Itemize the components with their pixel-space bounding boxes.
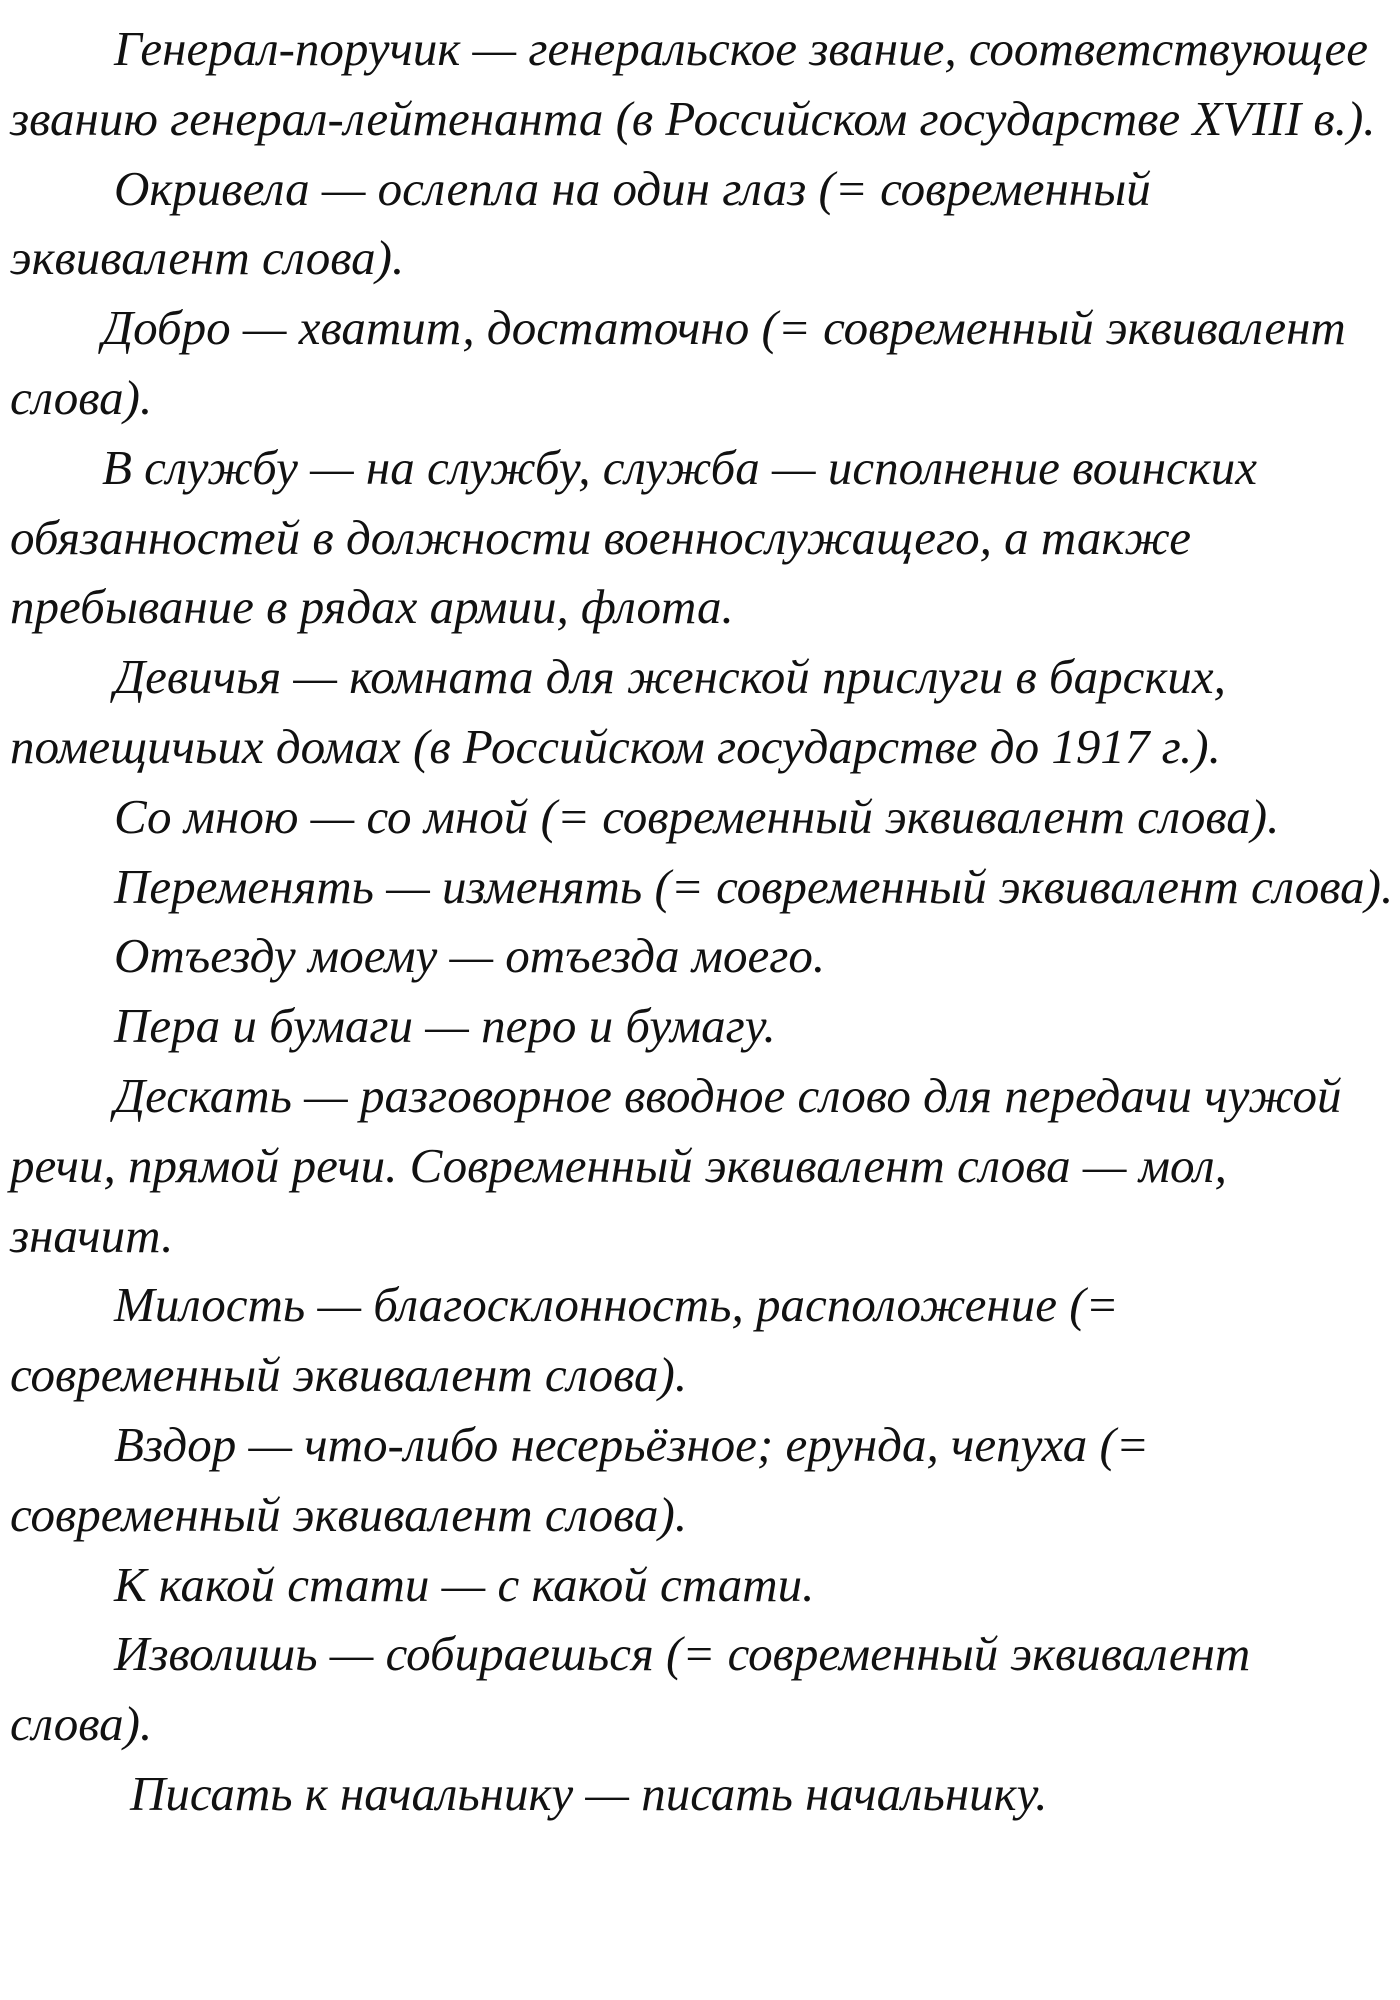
glossary-entry-devichya: Девичья — комната для женской прислуги в барских, помещичьих домах (в Российском государстве до 1917 г.). — [10, 649, 1226, 774]
glossary-entry-general-poruchik: Генерал-поручик — генеральское звание, соответствующее званию генерал-лейтенанта (в Российском государстве XVIII в.). — [10, 21, 1376, 146]
glossary-entry-deskat: Дескать — разговорное вводное слово для передачи чужой речи, прямой речи. Современный эквивалент слова — мол, значит. — [10, 1067, 1342, 1263]
glossary-entry-pisat-k-nachalniku: Писать к начальнику — писать начальнику. — [130, 1765, 1048, 1821]
glossary-entry-v-sluzhbu: В службу — на службу, служба — исполнение воинских обязанностей в должности военнослужащего, а также пребывание в рядах армии, флота. — [10, 439, 1257, 635]
glossary-entry-otezdu-moemu: Отъезду моему — отъезда моего. — [114, 928, 826, 984]
glossary-entry-so-mnoyu: Со мною — со мной (= современный эквивалент слова). — [114, 788, 1280, 844]
glossary-entry-k-kakoy-stati: К какой стати — с какой стати. — [114, 1556, 815, 1612]
glossary-entry-izvolish: Изволишь — собираешься (= современный эквивалент слова). — [10, 1626, 1251, 1752]
glossary-entry-peremenyat: Переменять — изменять (= современный эквивалент слова). — [114, 858, 1394, 914]
glossary-entry-vzdor: Вздор — что-либо несерьёзное; ерунда, чепуха (= современный эквивалент слова). — [10, 1416, 1149, 1542]
glossary-entry-milost: Милость — благосклонность, расположение (= современный эквивалент слова). — [10, 1277, 1119, 1403]
glossary-entry-dobro: Добро — хватит, достаточно (= современный эквивалент слова). — [10, 300, 1346, 425]
glossary-entry-okrivela: Окривела — ослепла на один глаз (= современный эквивалент слова). — [10, 160, 1151, 286]
glossary-entry-pera-i-bumagi: Пера и бумаги — перо и бумагу. — [114, 998, 776, 1054]
glossary-document — [10, 14, 1394, 1829]
